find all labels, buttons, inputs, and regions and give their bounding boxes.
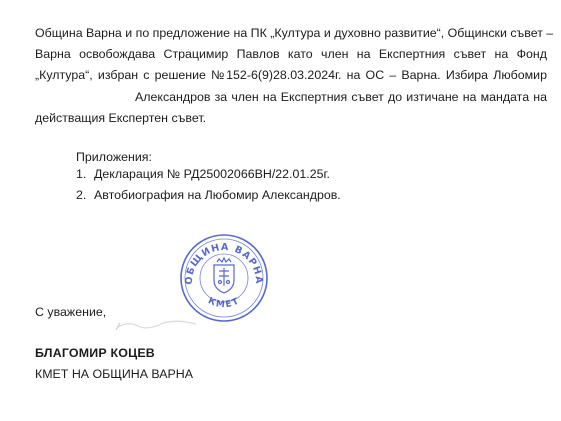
signature-redacted [108, 297, 218, 337]
body-paragraph [35, 23, 554, 129]
attachments-title: Приложения: [76, 150, 152, 164]
coat-of-arms-icon [214, 258, 234, 293]
attachment-text: Автобиография на Любомир Александров. [94, 188, 341, 202]
signatory-role: КМЕТ НА ОБЩИНА ВАРНА [35, 367, 194, 381]
stamp-top-text: ОБЩИНА ВАРНА [183, 241, 265, 285]
body-line-5: действащия Експертен съвет. [35, 110, 207, 125]
attachment-number: 2. [76, 188, 87, 202]
body-line-3: „Култура“, избран с решение №152-6(9)28.03.2024г. на ОС – Варна. Избира Любомир [35, 68, 547, 83]
body-line-2: Варна освобождава Страцимир Павлов като член на Експертния съвет на Фонд [35, 47, 547, 62]
signatory-name: БЛАГОМИР КОЦЕВ [35, 346, 155, 360]
attachment-item-1 [76, 164, 341, 185]
attachment-text: Декларация № РД25002066ВН/22.01.25г. [94, 167, 330, 181]
closing-greeting: С уважение, [35, 305, 107, 319]
stamp-bottom-text: КМЕТ [206, 296, 242, 311]
attachment-item-2 [76, 185, 341, 206]
attachments-list [76, 164, 341, 206]
attachment-number: 1. [76, 167, 87, 181]
body-line-4: Александров за член на Експертния съвет до изтичане на мандата на [135, 89, 547, 104]
body-line-1: Община Варна и по предложение на ПК „Култура и духовно развитие“, Общински съвет – [35, 26, 554, 40]
